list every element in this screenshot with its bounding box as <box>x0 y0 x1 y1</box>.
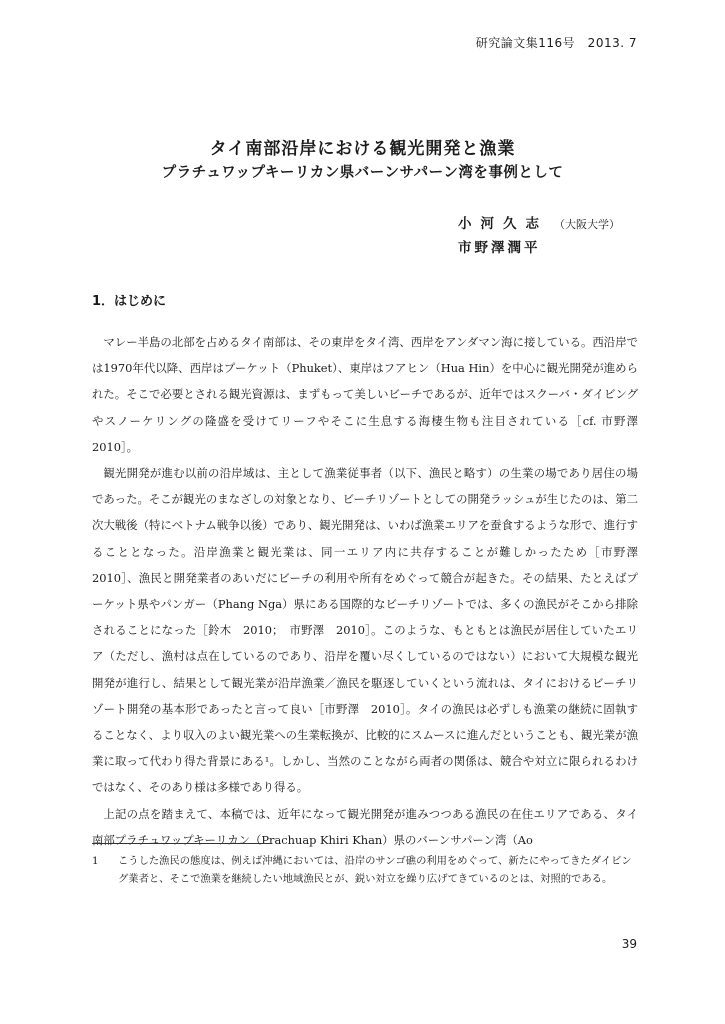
footnote-divider <box>92 843 272 844</box>
author-1 <box>458 212 620 236</box>
author-name: 小河久志 <box>458 216 548 232</box>
paper-title: タイ南部沿岸における観光開発と漁業 <box>209 139 516 159</box>
paper-subtitle: プラチュワップキーリカン県バーンサパーン湾を事例として <box>161 164 564 181</box>
page-number: 39 <box>621 937 637 951</box>
section-heading: 1．はじめに <box>92 294 167 309</box>
paragraph: 上記の点を踏まえて、本稿では、近年になって観光開発が進みつつある漁民の在住エリアである、タイ南部プラチュワップキーリカン（Prachuap Khiri Khan）県のバーンサパーン湾（Ao <box>92 806 638 847</box>
author-2 <box>458 236 620 260</box>
author-affiliation: （大阪大学） <box>554 218 620 231</box>
paragraph: 観光開発が進む以前の沿岸域は、主として漁業従事者（以下、漁民と略す）の生業の場であり居住の場であった。そこが観光のまなざしの対象となり、ビーチリゾートとしての開発ラッシュが生じたのは、第二次大戦後（特にベトナム戦争以後）であり、観光開発は、いわば漁業エリアを蚕食するような形で、進行することとなった。沿岸漁業と観光業は、同一エリア内に共存することが難しかったため［市野澤 2010］、漁民と開発業者のあいだにビーチの利用や所有をめぐって競合が起きた。その結果、たとえばプーケット県やパンガー（Phang Nga）県にある国際的なビーチリゾートでは、多くの漁民がそこから排除されることになった［鈴木 2010； 市野澤 2010］。このような、もともとは漁民が居住していたエリア（ただし、漁村は点在しているのであり、沿岸を覆い尽くしているのではない）において大規模な観光開発が進行し、結果として観光業が沿岸漁業／漁民を駆逐していくという流れは、タイにおけるビーチリゾート開発の基本形であったと言って良い［市野澤 2010］。タイの漁民は必ずしも漁業の継続に固執することなく、より収入のよい観光業への生業転換が、比較的にスムースに進んだということも、観光業が漁業に取って代わり得た背景にある¹。しかし、当然のことながら両者の関係は、競合や対立に限られるわけではなく、そのあり様は多様であり得る。 <box>92 466 650 795</box>
author-name: 市野澤潤平 <box>458 240 541 256</box>
journal-header: 研究論文集116号 2013. 7 <box>475 36 637 50</box>
footnote <box>92 852 638 888</box>
author-block <box>458 212 620 260</box>
paragraph: マレー半島の北部を占めるタイ南部は、その東岸をタイ湾、西岸をアンダマン海に接している。西沿岸では1970年代以降、西岸はプーケット（Phuket）、東岸はフアヒン（Hua Hin）を中心に観光開発が進められた。そこで必要とされる観光資源は、まずもって美しいビーチであるが、近年ではスクーバ・ダイビングやスノーケリングの隆盛を受けてリーフやそこに生息する海棲生物も注目されている［cf. 市野澤 2010］。 <box>92 335 650 454</box>
body-text <box>92 329 650 853</box>
footnote-mark: 1 <box>92 855 99 867</box>
footnote-text: こうした漁民の態度は、例えば沖縄においては、沿岸のサンゴ礁の利用をめぐって、新たにやってきたダイビング業者と、そこで漁業を継続したい地域漁民とが、鋭い対立を繰り広げてきているのとは、対照的である。 <box>118 855 632 885</box>
